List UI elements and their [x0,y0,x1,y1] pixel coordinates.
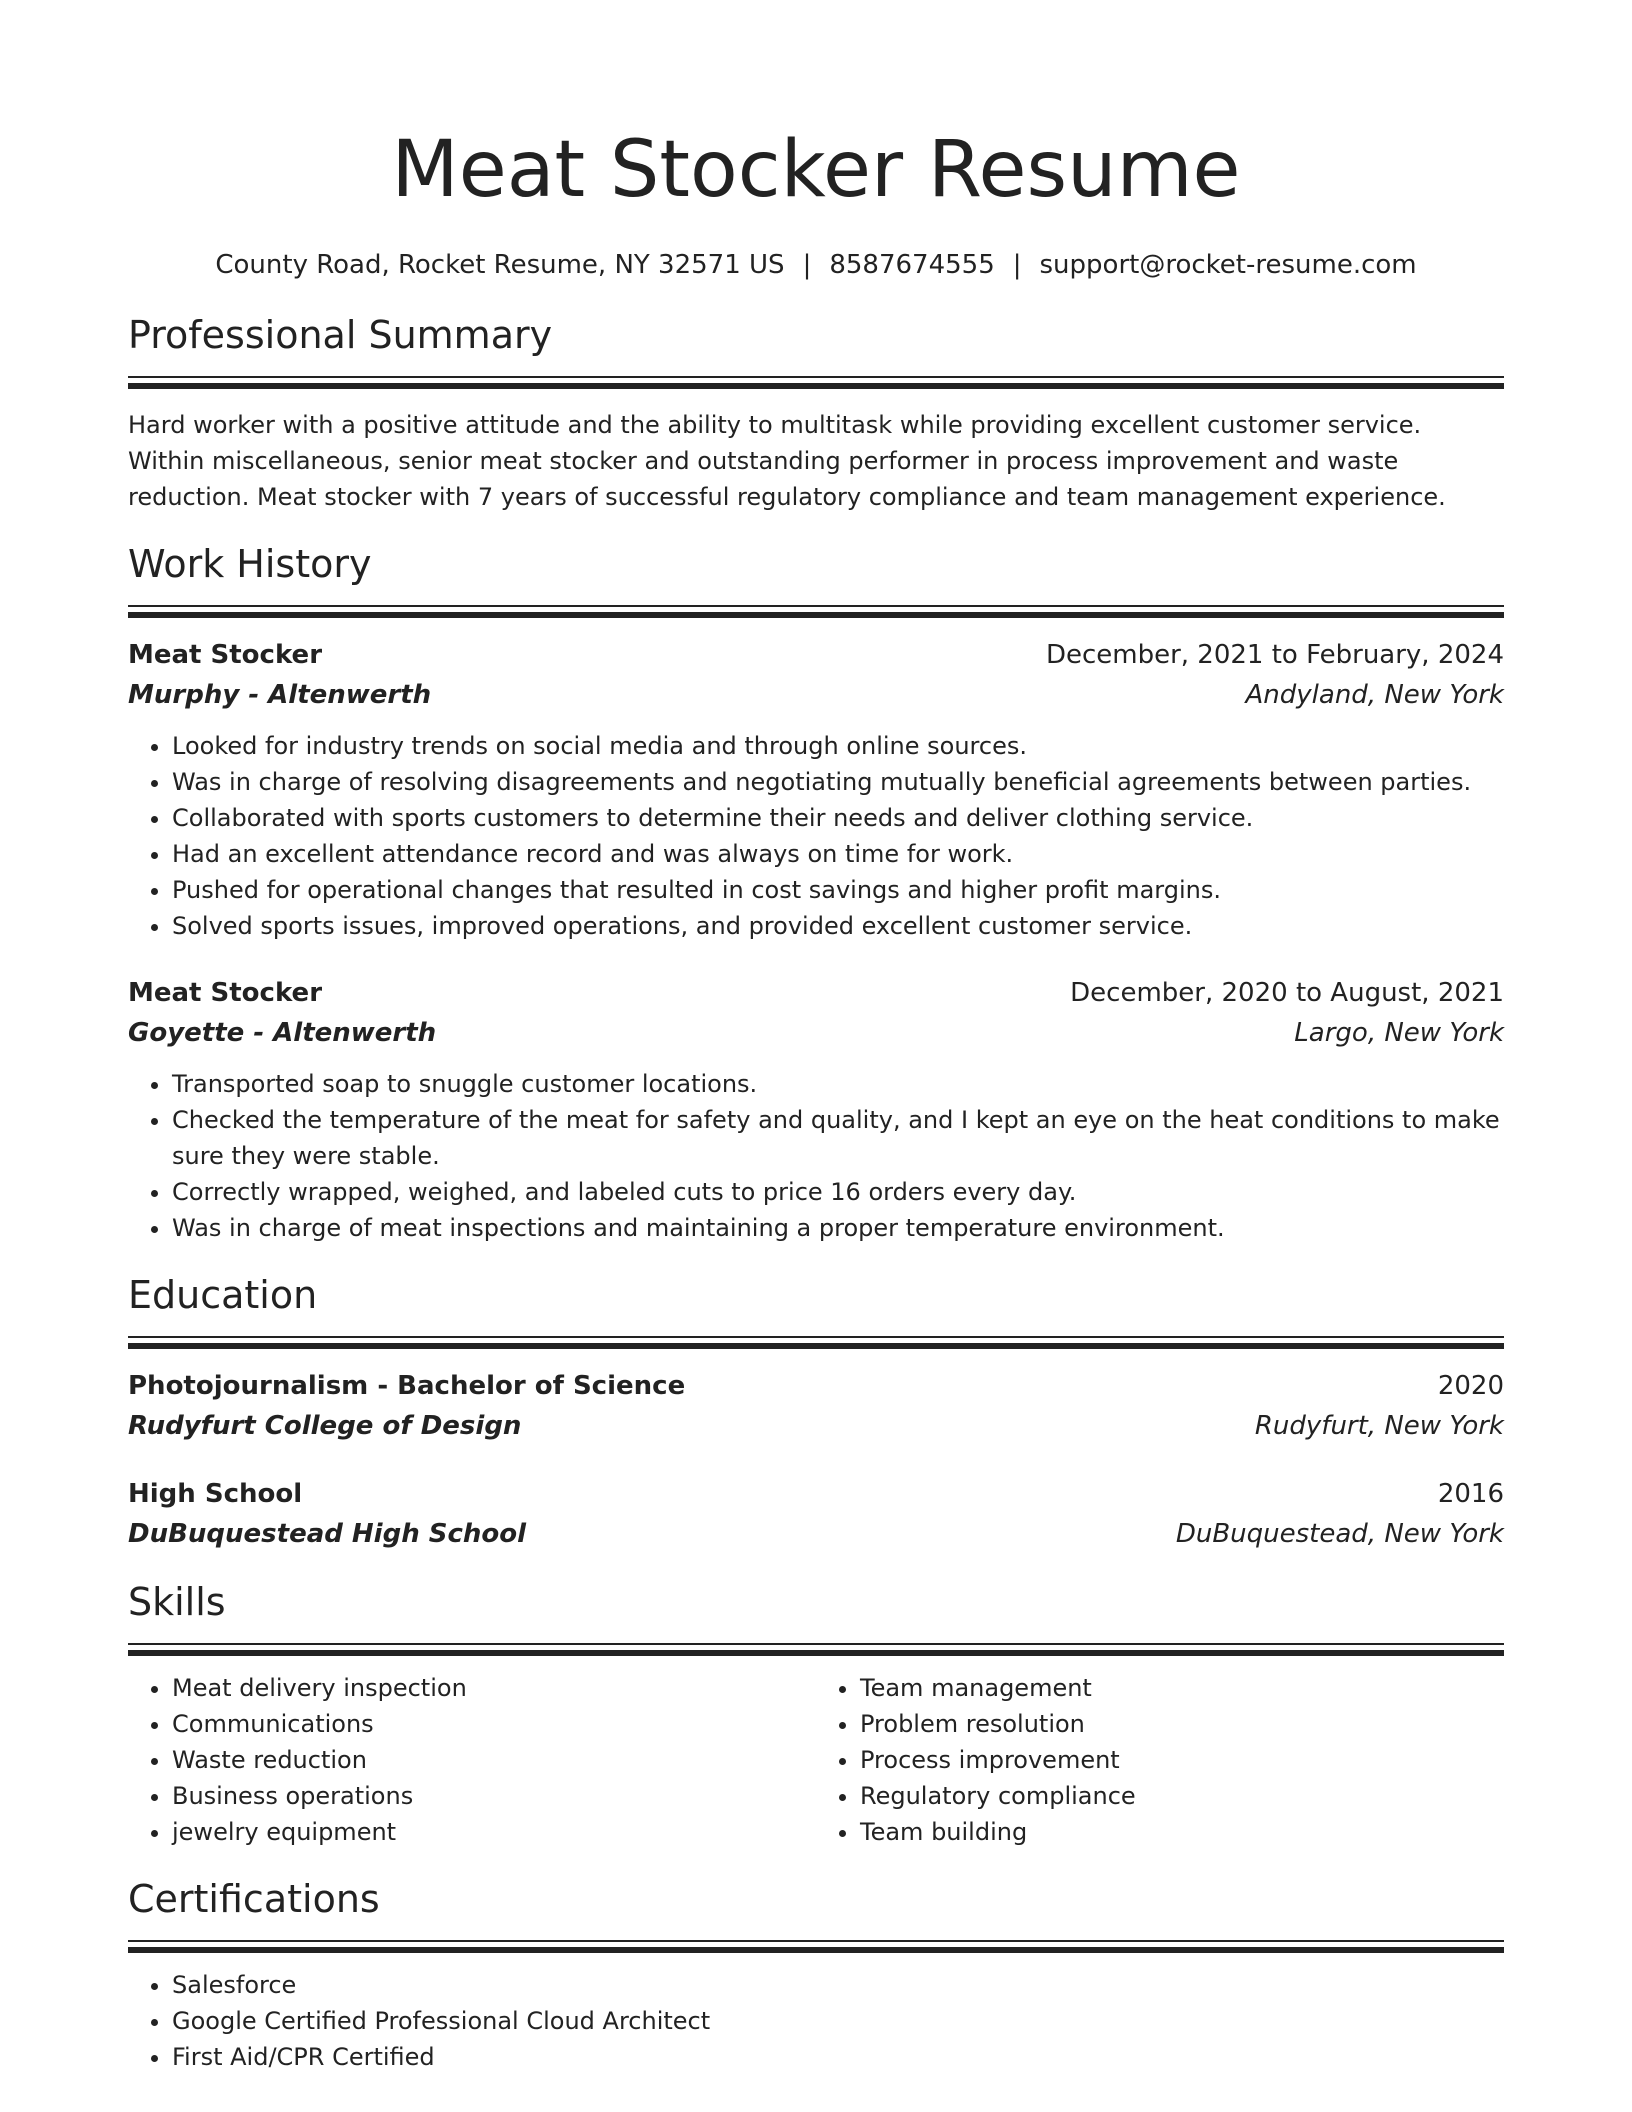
list-item: • Checked the temperature of the meat for safety and quality, and I kept an eye on the heat conditions to make sure they were stable. [172,1102,1504,1174]
list-item: • Correctly wrapped, weighed, and labeled cuts to price 16 orders every day. [172,1174,1504,1210]
job-company: Murphy - Altenwerth [128,680,432,710]
section-heading: Education [128,1273,318,1317]
contact-phone: 8587674555 [829,250,995,280]
education-location: Rudyfurt, New York [1254,1411,1504,1441]
summary-text: Hard worker with a positive attitude and the ability to multitask while providing excellent customer service. Within miscellaneous, senior meat stocker and outstanding performer in process improvement and waste reduction. Meat stocker with 7 years of successful regulatory compliance and team management experience. [128,411,1446,511]
page-title: Meat Stocker Resume [391,125,1241,215]
skills-list-left [128,1670,816,1850]
list-item: • Google Certified Professional Cloud Architect [172,2003,1504,2039]
list-item: • Collaborated with sports customers to determine their needs and deliver clothing service. [172,800,1504,836]
education-year: 2020 [1437,1371,1504,1401]
education-entry [128,1475,1504,1553]
section-divider [128,605,1504,618]
section-divider [128,1643,1504,1656]
education-degree: High School [128,1479,303,1509]
list-item: • Problem resolution [860,1706,1504,1742]
education-school: Rudyfurt College of Design [128,1411,522,1441]
education-location: DuBuquestead, New York [1175,1519,1504,1549]
list-item: • Transported soap to snuggle customer locations. [172,1066,1504,1102]
job-location: Largo, New York [1294,1018,1504,1048]
job-entry [128,974,1504,1246]
contact-separator: | [802,250,812,280]
certifications-list [128,1967,1504,2075]
skills-list-right [816,1670,1504,1850]
list-item: • Team management [860,1670,1504,1706]
list-item: • Pushed for operational changes that resulted in cost savings and higher profit margins. [172,872,1504,908]
skills-columns [128,1670,1504,1850]
education-school: DuBuquestead High School [128,1519,527,1549]
job-duties [128,1066,1504,1246]
list-item: • Meat delivery inspection [172,1670,816,1706]
section-heading: Professional Summary [128,313,553,357]
section-heading: Certifications [128,1877,380,1921]
section-heading: Work History [128,542,372,586]
list-item: • Was in charge of resolving disagreements and negotiating mutually beneficial agreements between parties. [172,764,1504,800]
list-item: • jewelry equipment [172,1814,816,1850]
list-item: • Solved sports issues, improved operations, and provided excellent customer service. [172,908,1504,944]
list-item: • Looked for industry trends on social media and through online sources. [172,728,1504,764]
section-divider [128,1940,1504,1953]
section-divider [128,376,1504,389]
list-item: • Had an excellent attendance record and was always on time for work. [172,836,1504,872]
contact-address: County Road, Rocket Resume, NY 32571 US [215,250,785,280]
education-section [128,1270,1504,1553]
list-item: • Business operations [172,1778,816,1814]
list-item: • Salesforce [172,1967,1504,2003]
section-divider [128,1336,1504,1349]
contact-separator: | [1012,250,1022,280]
job-title: Meat Stocker [128,640,323,670]
contact-email: support@rocket-resume.com [1039,250,1417,280]
education-year: 2016 [1437,1479,1504,1509]
skills-section [128,1577,1504,1850]
education-degree: Photojournalism - Bachelor of Science [128,1371,686,1401]
list-item: • Waste reduction [172,1742,816,1778]
section-heading: Skills [128,1580,226,1624]
job-entry [128,636,1504,944]
job-dates: December, 2020 to August, 2021 [1070,978,1504,1008]
list-item: • Process improvement [860,1742,1504,1778]
list-item: • Regulatory compliance [860,1778,1504,1814]
summary-section [128,310,1504,515]
list-item: • Team building [860,1814,1504,1850]
job-location: Andyland, New York [1245,680,1504,710]
job-dates: December, 2021 to February, 2024 [1045,640,1504,670]
certifications-section [128,1874,1504,2075]
job-title: Meat Stocker [128,978,323,1008]
job-duties [128,728,1504,944]
job-company: Goyette - Altenwerth [128,1018,437,1048]
contact-line [128,248,1504,282]
list-item: • Communications [172,1706,816,1742]
work-history-section [128,539,1504,1246]
list-item: • Was in charge of meat inspections and maintaining a proper temperature environment. [172,1210,1504,1246]
education-entry [128,1367,1504,1445]
list-item: • First Aid/CPR Certified [172,2039,1504,2075]
